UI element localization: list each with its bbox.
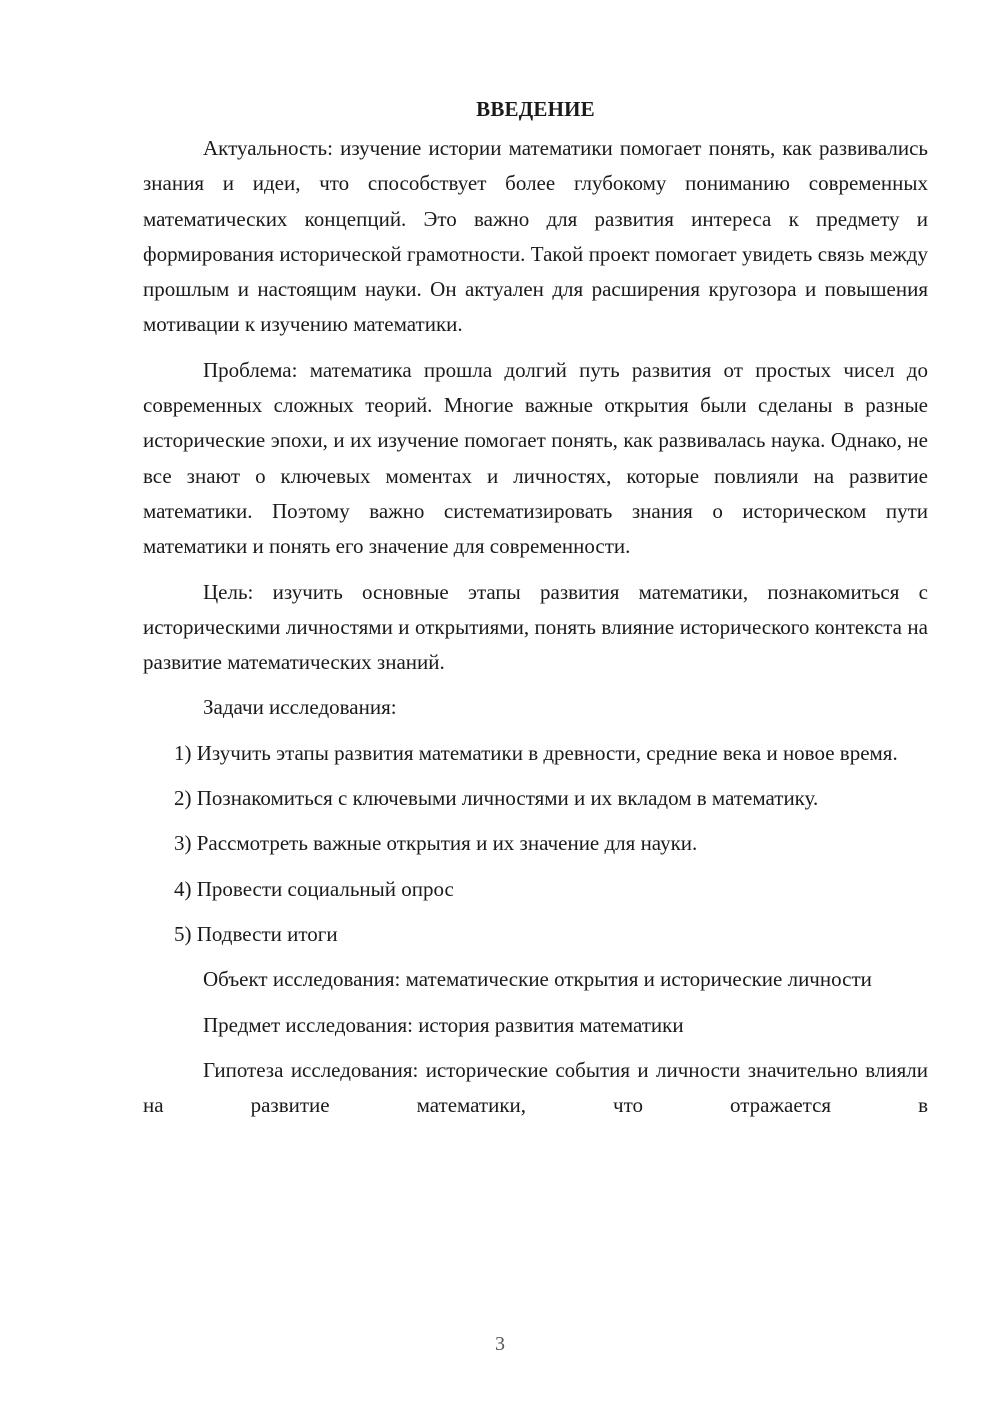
- task-item-3: 3) Рассмотреть важные открытия и их значение для науки.: [174, 831, 698, 856]
- object-paragraph: Объект исследования: математические открытия и исторические личности: [203, 967, 872, 992]
- task-item-4: 4) Провести социальный опрос: [174, 876, 454, 901]
- hypothesis-paragraph: Гипотеза исследования: исторические события и личности значительно влияли на развитие математики, что отражается в: [143, 1057, 928, 1118]
- task-item-2: 2) Познакомиться с ключевыми личностями и их вкладом в математику.: [174, 786, 819, 811]
- relevance-paragraph: Актуальность: изучение истории математики помогает понять, как развивались знания и идеи, что способствует более глубокому пониманию современных математических концепций. Это важно для развития интереса к предмету и формирования исторической грамотности. Такой проект помогает увидеть связь между прошлым и настоящим науки. Он актуален для расширения кругозора и повышения мотивации к изучению математики.: [143, 136, 928, 337]
- task-item-5: 5) Подвести итоги: [174, 921, 338, 946]
- goal-paragraph: Цель: изучить основные этапы развития математики, познакомиться с историческими личностями и открытиями, понять влияние исторического контекста на развитие математических знаний.: [143, 579, 928, 675]
- task-item-1: 1) Изучить этапы развития математики в древности, средние века и новое время.: [174, 740, 898, 765]
- subject-paragraph: Предмет исследования: история развития математики: [203, 1012, 684, 1037]
- section-title: ВВЕДЕНИЕ: [476, 97, 595, 121]
- page-number: 3: [495, 1333, 505, 1355]
- page-content: [143, 92, 928, 1133]
- tasks-heading: Задачи исследования:: [203, 695, 397, 720]
- problem-paragraph: Проблема: математика прошла долгий путь развития от простых чисел до современных сложных теорий. Многие важные открытия были сделаны в разные исторические эпохи, и их изучение помогает понять, как развивалась наука. Однако, не все знают о ключевых моментах и личностях, которые повлияли на развитие математики. Поэтому важно систематизировать знания о историческом пути математики и понять его значение для современности.: [143, 357, 928, 559]
